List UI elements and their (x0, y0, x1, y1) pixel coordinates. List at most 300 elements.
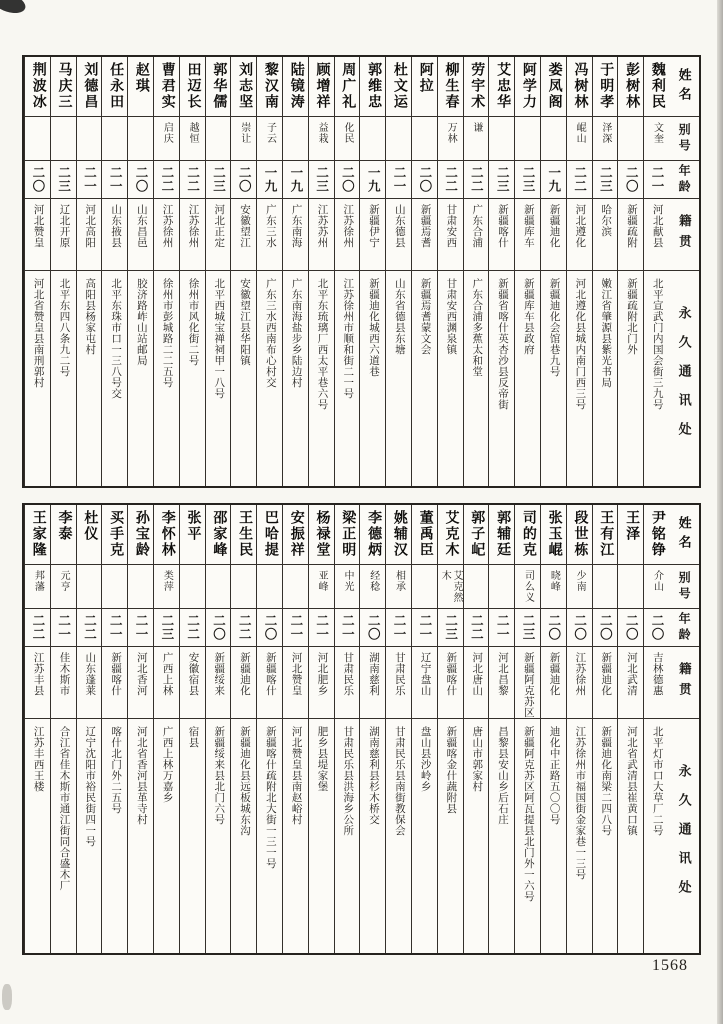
entry-alias (412, 565, 437, 609)
entry-address: 广东合浦多蕉太和堂 (471, 278, 483, 377)
entry-age: 二二 (77, 609, 102, 647)
entry-alias (283, 565, 308, 609)
entry-name: 安振祥 (283, 505, 308, 565)
entry-origin: 湖南慈利 (360, 647, 385, 719)
entry-age: 二〇 (593, 609, 618, 647)
entry-name: 陆镜涛 (283, 57, 308, 117)
entry-name: 王有江 (593, 505, 618, 565)
directory-entry-column (437, 57, 463, 486)
directory-entry-column (334, 57, 360, 486)
entry-address: 迪化中正路五〇〇号 (548, 726, 560, 825)
entry-name: 董禹臣 (412, 505, 437, 565)
entry-name: 荆波冰 (25, 57, 50, 117)
header-column (669, 57, 699, 486)
directory-entry-column (24, 57, 50, 486)
entry-alias (25, 117, 50, 161)
entry-origin: 新疆喀什 (489, 199, 514, 271)
entry-alias (180, 565, 205, 609)
entry-origin: 辽北开原 (51, 199, 76, 271)
entry-address: 新疆迪化县远板城东沟 (239, 726, 251, 836)
entry-alias (618, 117, 643, 161)
entry-alias (206, 565, 231, 609)
entry-address: 新疆焉耆蒙文会 (419, 278, 431, 355)
entry-alias: 中光 (335, 565, 360, 609)
entry-age: 二〇 (206, 609, 231, 647)
header-origin: 籍贯 (669, 199, 699, 271)
entry-age: 二二 (25, 609, 50, 647)
entry-alias (412, 117, 437, 161)
entry-address: 合江省佳木斯市通江街同合盛木厂 (58, 726, 70, 891)
entry-name: 田迈长 (180, 57, 205, 117)
entry-origin: 江苏徐州 (154, 199, 179, 271)
directory-entry-column (359, 57, 385, 486)
entry-origin: 江苏丰县 (25, 647, 50, 719)
entry-origin: 甘肃民乐 (386, 647, 411, 719)
entry-name: 魏利民 (644, 57, 669, 117)
entry-alias (360, 117, 385, 161)
entry-origin: 山东昌邑 (128, 199, 153, 271)
entry-age: 二三 (593, 161, 618, 199)
entry-alias: 万林 (438, 117, 463, 161)
entry-origin: 江苏徐州 (567, 647, 592, 719)
entry-origin: 新疆喀什 (102, 647, 127, 719)
entry-origin: 新疆焉耆 (412, 199, 437, 271)
entry-name: 郭华儒 (206, 57, 231, 117)
entry-age: 二一 (102, 609, 127, 647)
directory-entry-column (153, 505, 179, 953)
entry-address: 甘肃民乐县洪海乡公所 (342, 726, 354, 836)
entry-alias: 元亨 (51, 565, 76, 609)
directory-entry-column (592, 505, 618, 953)
entry-age: 二〇 (335, 161, 360, 199)
entry-address: 广东三水西南布心村交 (264, 278, 276, 388)
header-name: 姓名 (669, 57, 699, 117)
directory-entry-column (437, 505, 463, 953)
entry-origin: 新疆阿克苏区 (515, 647, 540, 719)
entry-origin: 佳木斯市 (51, 647, 76, 719)
directory-entry-column (488, 505, 514, 953)
entry-address: 甘肃安西渊泉镇 (445, 278, 457, 355)
entry-address: 新疆喀什疏附北大街一三一号 (264, 726, 276, 869)
entry-age: 二〇 (644, 609, 669, 647)
entry-age: 一九 (541, 161, 566, 199)
directory-entry-column (308, 505, 334, 953)
entry-age: 二〇 (231, 161, 256, 199)
entry-name: 阿学力 (515, 57, 540, 117)
entry-alias: 子云 (257, 117, 282, 161)
entry-alias: 少南 (567, 565, 592, 609)
entry-origin: 新疆绥来 (206, 647, 231, 719)
directory-entry-column (24, 505, 50, 953)
entry-name: 尹铭铮 (644, 505, 669, 565)
entry-address: 新疆迪化会馆巷九号 (548, 278, 560, 377)
header-age: 年龄 (669, 161, 699, 199)
entry-name: 张玉崐 (541, 505, 566, 565)
entry-origin: 广东合浦 (464, 199, 489, 271)
entry-address: 徐州市风化街二号 (187, 278, 199, 366)
entry-age: 二二 (231, 609, 256, 647)
entry-origin: 河北正定 (206, 199, 231, 271)
entry-alias (231, 565, 256, 609)
directory-entry-column (205, 57, 231, 486)
entry-name: 马庆三 (51, 57, 76, 117)
entry-age: 二一 (412, 609, 437, 647)
entry-origin: 河北香河 (128, 647, 153, 719)
entry-age: 二二 (464, 609, 489, 647)
entry-origin: 江苏徐州 (180, 199, 205, 271)
entry-name: 艾克木 (438, 505, 463, 565)
entry-alias (102, 565, 127, 609)
directory-entry-column (463, 505, 489, 953)
directory-table-bottom (22, 503, 701, 955)
entry-name: 王家隆 (25, 505, 50, 565)
entry-alias (489, 117, 514, 161)
entry-alias: 泽深 (593, 117, 618, 161)
entry-name: 周广礼 (335, 57, 360, 117)
entry-origin: 山东掖县 (102, 199, 127, 271)
directory-entry-column (153, 57, 179, 486)
directory-table-top (22, 55, 701, 488)
entry-alias: 经稔 (360, 565, 385, 609)
entry-address: 嫩江省肇源县紫光书局 (600, 278, 612, 388)
entry-age: 二〇 (412, 161, 437, 199)
directory-entry-column (282, 505, 308, 953)
entry-alias (515, 117, 540, 161)
entry-address: 北平宣武门内国会街三九号 (651, 278, 663, 410)
entry-alias (102, 117, 127, 161)
entry-age: 二一 (51, 609, 76, 647)
directory-entry-column (359, 505, 385, 953)
directory-entry-column (256, 57, 282, 486)
entry-name: 梁正明 (335, 505, 360, 565)
directory-entry-column (617, 57, 643, 486)
entry-name: 巴哈提 (257, 505, 282, 565)
header-name: 姓名 (669, 505, 699, 565)
entry-age: 二一 (386, 161, 411, 199)
directory-entry-column (127, 505, 153, 953)
entry-alias: 类萍 (154, 565, 179, 609)
directory-entry-column (230, 505, 256, 953)
entry-origin: 新疆库车 (515, 199, 540, 271)
entry-age: 二一 (77, 161, 102, 199)
entry-alias (51, 117, 76, 161)
entry-name: 杜仪 (77, 505, 102, 565)
entry-origin: 河北高阳 (77, 199, 102, 271)
entry-alias: 益栽 (309, 117, 334, 161)
directory-entry-column (101, 505, 127, 953)
entry-name: 彭树林 (618, 57, 643, 117)
entry-alias: 介山 (644, 565, 669, 609)
entry-age: 二三 (515, 609, 540, 647)
entry-age: 二三 (206, 161, 231, 199)
entry-age: 二一 (309, 609, 334, 647)
entry-name: 柳生春 (438, 57, 463, 117)
entry-age: 二〇 (567, 609, 592, 647)
entry-alias: 越恒 (180, 117, 205, 161)
directory-entry-column (463, 57, 489, 486)
entry-name: 顾增祥 (309, 57, 334, 117)
entry-alias: 亚峰 (309, 565, 334, 609)
entry-origin: 山东蓬莱 (77, 647, 102, 719)
directory-entry-column (540, 505, 566, 953)
entry-address: 山东省德县东塘 (393, 278, 405, 355)
entry-address: 新疆迪化城西六道巷 (368, 278, 380, 377)
entry-alias (77, 117, 102, 161)
directory-entry-column (127, 57, 153, 486)
entry-age: 二一 (102, 161, 127, 199)
directory-entry-column (50, 505, 76, 953)
entry-name: 郭辅廷 (489, 505, 514, 565)
entry-alias: 谦 (464, 117, 489, 161)
entry-name: 赵琪 (128, 57, 153, 117)
entry-age: 二三 (154, 609, 179, 647)
entry-age: 二三 (438, 609, 463, 647)
entry-age: 二二 (567, 161, 592, 199)
entry-name: 段世栋 (567, 505, 592, 565)
entry-name: 艾忠华 (489, 57, 514, 117)
directory-entry-column (205, 505, 231, 953)
entry-name: 司的克 (515, 505, 540, 565)
entry-name: 黎汉南 (257, 57, 282, 117)
entry-address: 新疆省喀什英杏沙县反帝街 (497, 278, 509, 410)
entry-origin: 山东德县 (386, 199, 411, 271)
entry-name: 张平 (180, 505, 205, 565)
entry-origin: 新疆伊宁 (360, 199, 385, 271)
entry-name: 郭维忠 (360, 57, 385, 117)
entry-age: 二一 (644, 161, 669, 199)
entry-origin: 新疆喀什 (257, 647, 282, 719)
directory-entry-column (411, 505, 437, 953)
entry-alias: 晓峰 (541, 565, 566, 609)
entry-address: 北平东珠市口一三八号交 (110, 278, 122, 399)
entry-age: 二〇 (257, 609, 282, 647)
entry-address: 新疆库车县政府 (522, 278, 534, 355)
page-number: 1568 (652, 957, 688, 974)
entry-address: 江苏徐州市福国街金家巷一三号 (574, 726, 586, 880)
scan-smudge-artifact (0, 0, 28, 17)
entry-alias: 启庆 (154, 117, 179, 161)
entry-name: 阿拉 (412, 57, 437, 117)
directory-entry-column (308, 57, 334, 486)
entry-address: 江苏徐州市顺和街二一号 (342, 278, 354, 399)
entry-name: 劳宇术 (464, 57, 489, 117)
entry-age: 二二 (438, 161, 463, 199)
entry-origin: 河北赞皇 (283, 647, 308, 719)
entry-alias (206, 117, 231, 161)
entry-address: 新疆阿克苏区阿瓦提县北门外一六号 (522, 726, 534, 902)
directory-entry-column (230, 57, 256, 486)
entry-address: 唐山市郭家村 (471, 726, 483, 792)
entry-address: 新疆疏附北门外 (626, 278, 637, 355)
entry-address: 北平东琉璃厂西太平巷六号 (316, 278, 328, 410)
entry-age: 二二 (180, 609, 205, 647)
directory-entry-column (617, 505, 643, 953)
header-alias: 别号 (669, 117, 699, 161)
directory-entry-column (643, 57, 669, 486)
entry-age: 二三 (515, 161, 540, 199)
header-age: 年龄 (669, 609, 699, 647)
entry-origin: 吉林德惠 (644, 647, 669, 719)
entry-address: 宿县 (187, 726, 199, 748)
entry-age: 二〇 (360, 609, 385, 647)
entry-age: 二三 (489, 161, 514, 199)
entry-alias: 崇让 (231, 117, 256, 161)
entry-name: 刘德昌 (77, 57, 102, 117)
directory-entry-column (50, 57, 76, 486)
entry-alias (618, 565, 643, 609)
entry-origin: 河北昌黎 (489, 647, 514, 719)
entry-name: 曹君实 (154, 57, 179, 117)
entry-name: 刘志坚 (231, 57, 256, 117)
entry-origin: 广东三水 (257, 199, 282, 271)
entry-origin: 新疆迪化 (593, 647, 618, 719)
entry-address: 广东南海盐步乡陆边村 (290, 278, 302, 388)
entry-name: 于明孝 (593, 57, 618, 117)
entry-age: 二三 (51, 161, 76, 199)
entry-age: 二一 (386, 609, 411, 647)
entry-age: 一九 (257, 161, 282, 199)
entry-age: 二一 (283, 609, 308, 647)
entry-age: 二〇 (25, 161, 50, 199)
entry-origin: 河北遵化 (567, 199, 592, 271)
header-address: 永久通讯处 (676, 763, 692, 909)
entry-alias (464, 565, 489, 609)
entry-name: 孙宝龄 (128, 505, 153, 565)
entry-address: 胶济路岞山站邮局 (135, 278, 147, 366)
entry-origin: 安徽望江 (231, 199, 256, 271)
directory-entry-column (566, 505, 592, 953)
entry-origin: 新疆喀什 (438, 647, 463, 719)
entry-age: 二三 (309, 161, 334, 199)
entry-origin: 广东南海 (283, 199, 308, 271)
directory-entry-column (385, 57, 411, 486)
entry-name: 李德炳 (360, 505, 385, 565)
entry-origin: 甘肃民乐 (335, 647, 360, 719)
entry-alias (283, 117, 308, 161)
entry-name: 姚辅汉 (386, 505, 411, 565)
entry-address: 安徽望江县华阳镇 (239, 278, 251, 366)
entry-origin: 河北肥乡 (309, 647, 334, 719)
entry-address: 新疆绥来县北门六号 (213, 726, 225, 825)
directory-entry-column (566, 57, 592, 486)
directory-entry-column (282, 57, 308, 486)
entry-age: 一九 (283, 161, 308, 199)
entry-age: 二〇 (128, 161, 153, 199)
entry-address: 辽宁沈阳市裕民街四一号 (84, 726, 96, 847)
entry-age: 二二 (180, 161, 205, 199)
directory-entry-column (514, 505, 540, 953)
entry-name: 邵家峰 (206, 505, 231, 565)
directory-entry-column (385, 505, 411, 953)
entry-origin: 新疆迪化 (541, 647, 566, 719)
entry-origin: 河北献县 (644, 199, 669, 271)
directory-entry-column (179, 505, 205, 953)
entry-origin: 广西上林 (154, 647, 179, 719)
entry-address: 肥乡县堤家堡 (316, 726, 328, 792)
directory-entry-column (76, 57, 102, 486)
entry-address: 江苏丰西王楼 (32, 726, 44, 792)
entry-address: 河北省香河县革寺村 (135, 726, 147, 825)
entry-name: 王泽 (618, 505, 643, 565)
directory-entry-column (514, 57, 540, 486)
entry-age: 二一 (335, 609, 360, 647)
entry-address: 湖南慈利县杉木桥交 (368, 726, 380, 825)
entry-address: 河北赞皇县南赵峪村 (290, 726, 302, 825)
entry-name: 买手克 (102, 505, 127, 565)
header-alias: 别号 (669, 565, 699, 609)
entry-origin: 江苏苏州 (309, 199, 334, 271)
entry-address: 喀什北门外二五号 (110, 726, 122, 814)
header-address: 永久通讯处 (676, 306, 692, 451)
entry-address: 河北省赞皇县南刑郭村 (32, 278, 44, 388)
entry-age: 二二 (464, 161, 489, 199)
entry-alias: 化民 (335, 117, 360, 161)
entry-origin: 安徽宿县 (180, 647, 205, 719)
header-column (669, 505, 699, 953)
scan-edge-artifact (717, 0, 723, 1024)
directory-entry-column (488, 57, 514, 486)
entry-alias (77, 565, 102, 609)
entry-address: 徐州市彭城路二二五号 (161, 278, 173, 388)
entry-age: 二〇 (618, 161, 643, 199)
directory-entry-column (592, 57, 618, 486)
entry-age: 二一 (128, 609, 153, 647)
entry-address: 河北遵化县城内南门西三号 (574, 278, 586, 410)
entry-name: 郭子屺 (464, 505, 489, 565)
entry-origin: 河北赞皇 (25, 199, 50, 271)
entry-name: 杨禄堂 (309, 505, 334, 565)
directory-entry-column (540, 57, 566, 486)
entry-address: 北平西城宝禅祠甲一八号 (213, 278, 225, 399)
entry-name: 李怀林 (154, 505, 179, 565)
entry-origin: 新疆疏附 (618, 199, 643, 271)
scan-smudge-artifact (2, 984, 12, 1010)
directory-entry-column (76, 505, 102, 953)
entry-alias (541, 117, 566, 161)
directory-entry-column (411, 57, 437, 486)
directory-entry-column (179, 57, 205, 486)
entry-origin: 哈尔滨 (593, 199, 618, 271)
entry-origin: 辽宁盘山 (412, 647, 437, 719)
entry-alias: 司么义 (515, 565, 540, 609)
entry-address: 盘山县沙岭乡 (419, 726, 431, 792)
entry-name: 李泰 (51, 505, 76, 565)
entry-address: 河北省武清县崔黄口镇 (626, 726, 637, 836)
entry-origin: 新疆迪化 (231, 647, 256, 719)
entry-name: 任永田 (102, 57, 127, 117)
entry-age: 二二 (154, 161, 179, 199)
entry-age: 二一 (489, 609, 514, 647)
directory-entry-column (101, 57, 127, 486)
entry-age: 二〇 (541, 609, 566, 647)
entry-alias: 艾克然木 (438, 565, 463, 609)
directory-entry-column (334, 505, 360, 953)
entry-alias (386, 117, 411, 161)
entry-address: 北平灯市口大草厂二号 (651, 726, 663, 836)
entry-name: 娄凤阁 (541, 57, 566, 117)
entry-name: 王生民 (231, 505, 256, 565)
entry-address: 北平东四八条九二号 (58, 278, 70, 377)
entry-name: 杜文运 (386, 57, 411, 117)
entry-address: 昌黎县安山乡后石庄 (497, 726, 509, 825)
entry-origin: 河北唐山 (464, 647, 489, 719)
entry-origin: 江苏徐州 (335, 199, 360, 271)
entry-name: 冯树林 (567, 57, 592, 117)
directory-entry-column (643, 505, 669, 953)
entry-alias: 文奎 (644, 117, 669, 161)
entry-alias (489, 565, 514, 609)
entry-age: 一九 (360, 161, 385, 199)
